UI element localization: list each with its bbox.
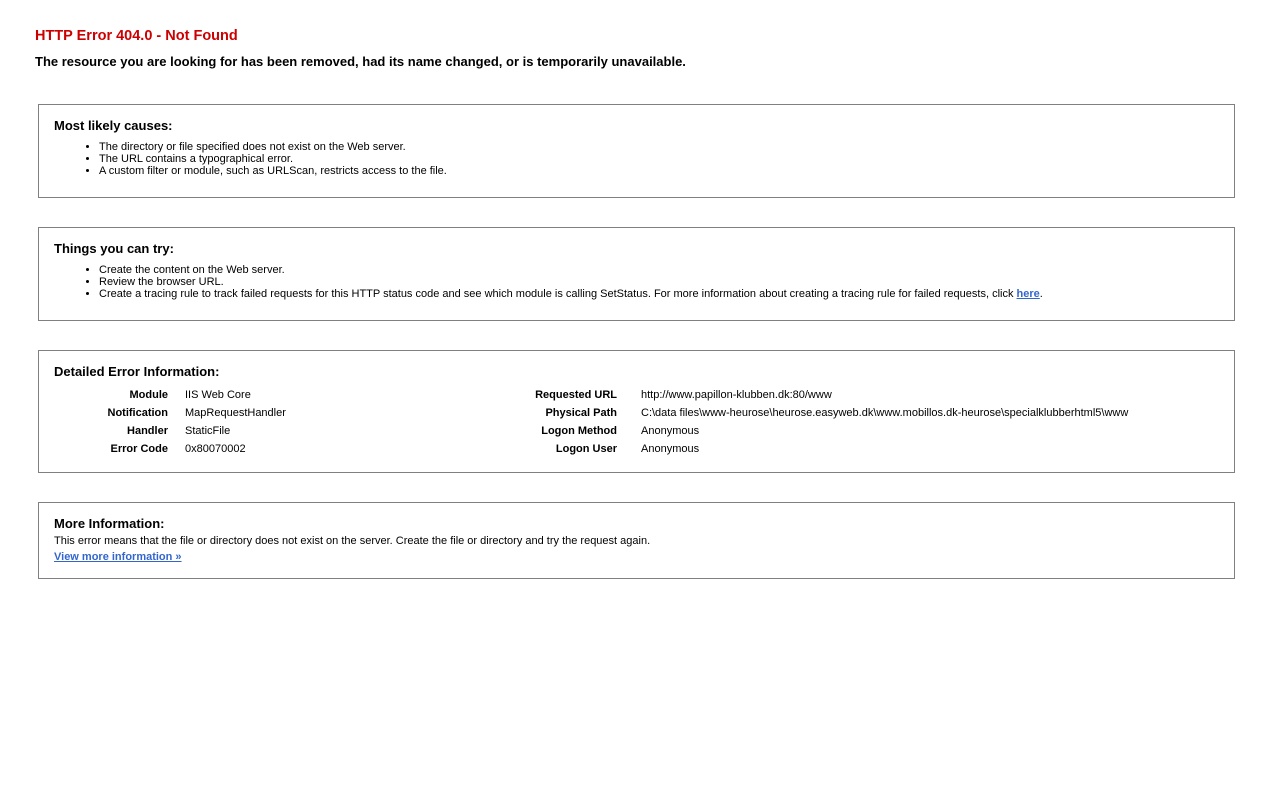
error-header bbox=[35, 27, 686, 70]
try-heading: Things you can try: bbox=[54, 241, 174, 256]
list-item: • A custom filter or module, such as URLScan, restricts access to the file. bbox=[99, 165, 1219, 177]
details-heading: Detailed Error Information: bbox=[54, 364, 220, 379]
detail-label-error-code: Error Code bbox=[110, 443, 168, 455]
here-link[interactable]: here bbox=[1016, 288, 1040, 300]
detail-label-handler: Handler bbox=[127, 425, 168, 437]
detail-value-module: IIS Web Core bbox=[185, 389, 251, 401]
details-section bbox=[38, 350, 1235, 473]
causes-section bbox=[38, 104, 1235, 198]
details-left-values bbox=[185, 389, 475, 461]
detail-value-notification: MapRequestHandler bbox=[185, 407, 286, 419]
detail-value-handler: StaticFile bbox=[185, 425, 231, 437]
detail-label-logon-user: Logon User bbox=[555, 443, 617, 455]
details-left-labels bbox=[54, 389, 168, 461]
period-text: . bbox=[1039, 288, 1043, 300]
list-item: • The URL contains a typographical error. bbox=[99, 153, 1219, 165]
causes-heading: Most likely causes: bbox=[54, 118, 173, 133]
detail-label-module: Module bbox=[129, 389, 168, 401]
detail-value-logon-method: Anonymous bbox=[641, 425, 700, 437]
list-item: • Create the content on the Web server. bbox=[99, 264, 1219, 276]
detail-value-error-code: 0x80070002 bbox=[185, 443, 246, 455]
more-info-section bbox=[38, 502, 1235, 579]
try-list bbox=[54, 264, 1219, 300]
list-item bbox=[99, 288, 1219, 300]
more-info-text: This error means that the file or directory does not exist on the server. Create the file or directory and try the request again. bbox=[54, 535, 651, 547]
detail-value-requested-url: http://www.papillon-klubben.dk:80/www bbox=[641, 389, 832, 401]
details-right-values bbox=[641, 389, 1231, 461]
list-item: • The directory or file specified does not exist on the Web server. bbox=[99, 141, 1219, 153]
detail-label-logon-method: Logon Method bbox=[541, 425, 617, 437]
details-grid bbox=[54, 389, 1219, 463]
causes-list bbox=[54, 141, 1219, 177]
page-subtitle: The resource you are looking for has been removed, had its name changed, or is temporarily unavailable. bbox=[35, 54, 686, 69]
view-more-information-link[interactable]: View more information » bbox=[54, 551, 182, 563]
more-info-heading: More Information: bbox=[54, 516, 165, 531]
detail-label-requested-url: Requested URL bbox=[535, 389, 617, 401]
tracing-rule-text: Create a tracing rule to track failed requests for this HTTP status code and see which module is calling SetStatus. For more information about creating a tracing rule for failed requests, click bbox=[99, 288, 1017, 300]
list-item: • Review the browser URL. bbox=[99, 276, 1219, 288]
page-title: HTTP Error 404.0 - Not Found bbox=[35, 28, 238, 44]
detail-label-notification: Notification bbox=[107, 407, 168, 419]
detail-value-logon-user: Anonymous bbox=[641, 443, 700, 455]
try-section bbox=[38, 227, 1235, 321]
detail-label-physical-path: Physical Path bbox=[545, 407, 617, 419]
detail-value-physical-path: C:\data files\www-heurose\heurose.easyweb.dk\www.mobillos.dk-heurose\specialklubberhtml5\www bbox=[641, 407, 1129, 419]
details-right-labels bbox=[484, 389, 617, 461]
